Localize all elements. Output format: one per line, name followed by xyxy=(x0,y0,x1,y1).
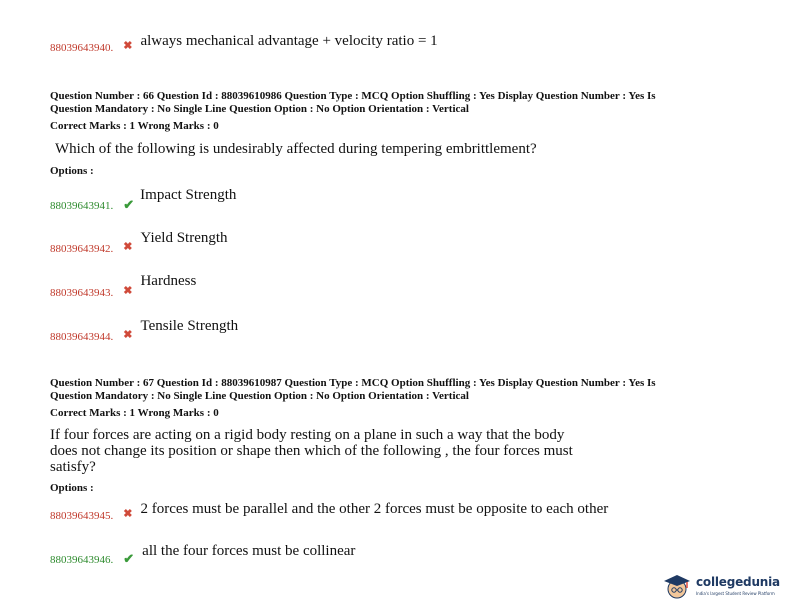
question-text xyxy=(50,427,573,475)
option-row xyxy=(50,500,609,522)
option-row xyxy=(50,229,228,255)
question-text-line: If four forces are acting on a rigid body resting on a plane in such a way that the body xyxy=(50,427,565,443)
question-meta xyxy=(50,377,656,403)
wrong-mark-icon: ✖ xyxy=(123,508,133,520)
wrong-mark-icon: ✖ xyxy=(123,285,133,297)
option-id: 88039643945. xyxy=(50,510,114,522)
question-meta-line: Question Mandatory : No Single Line Question Option : No Option Orientation : Vertical xyxy=(50,390,469,402)
wrong-mark-icon: ✖ xyxy=(123,329,133,341)
option-text: Yield Strength xyxy=(140,230,228,246)
question-meta-line: Question Number : 67 Question Id : 88039610987 Question Type : MCQ Option Shuffling : Yes Display Question Number : Yes Is xyxy=(50,377,656,389)
question-marks: Correct Marks : 1 Wrong Marks : 0 xyxy=(50,120,219,132)
question-text-line: satisfy? xyxy=(50,459,96,475)
option-text: Tensile Strength xyxy=(140,318,239,334)
question-text-line: does not change its position or shape then which of the following , the four forces must xyxy=(50,443,573,459)
wrong-mark-icon: ✖ xyxy=(123,40,133,52)
option-row xyxy=(50,542,356,566)
option-text: always mechanical advantage + velocity ratio = 1 xyxy=(140,33,438,49)
option-text: Impact Strength xyxy=(140,187,237,203)
options-label: Options : xyxy=(50,165,94,177)
option-row xyxy=(50,186,237,212)
option-row xyxy=(50,272,197,299)
option-row xyxy=(50,32,438,54)
option-id: 88039643946. xyxy=(50,554,114,566)
graduate-cap-icon xyxy=(662,572,692,602)
correct-mark-icon: ✔ xyxy=(123,197,135,212)
wrong-mark-icon: ✖ xyxy=(123,241,133,253)
option-id: 88039643943. xyxy=(50,287,114,299)
option-id: 88039643942. xyxy=(50,243,114,255)
question-marks: Correct Marks : 1 Wrong Marks : 0 xyxy=(50,407,219,419)
option-id: 88039643940. xyxy=(50,42,114,54)
question-meta-line: Question Number : 66 Question Id : 88039610986 Question Type : MCQ Option Shuffling : Yes Display Question Number : Yes Is xyxy=(50,90,656,102)
question-meta xyxy=(50,90,656,116)
option-id: 88039643944. xyxy=(50,331,114,343)
option-text: 2 forces must be parallel and the other 2 forces must be opposite to each other xyxy=(140,501,609,517)
question-meta-line: Question Mandatory : No Single Line Question Option : No Option Orientation : Vertical xyxy=(50,103,469,115)
option-text: all the four forces must be collinear xyxy=(142,543,356,559)
option-text: Hardness xyxy=(140,273,197,289)
option-id: 88039643941. xyxy=(50,200,114,212)
correct-mark-icon: ✔ xyxy=(123,551,135,566)
question-text: Which of the following is undesirably affected during tempering embrittlement? xyxy=(55,141,537,157)
logo-name: collegedunia xyxy=(696,575,780,589)
logo-tagline: India's largest Student Review Platform xyxy=(696,591,775,596)
option-row xyxy=(50,317,239,343)
options-label: Options : xyxy=(50,482,94,494)
collegedunia-logo xyxy=(662,572,782,602)
